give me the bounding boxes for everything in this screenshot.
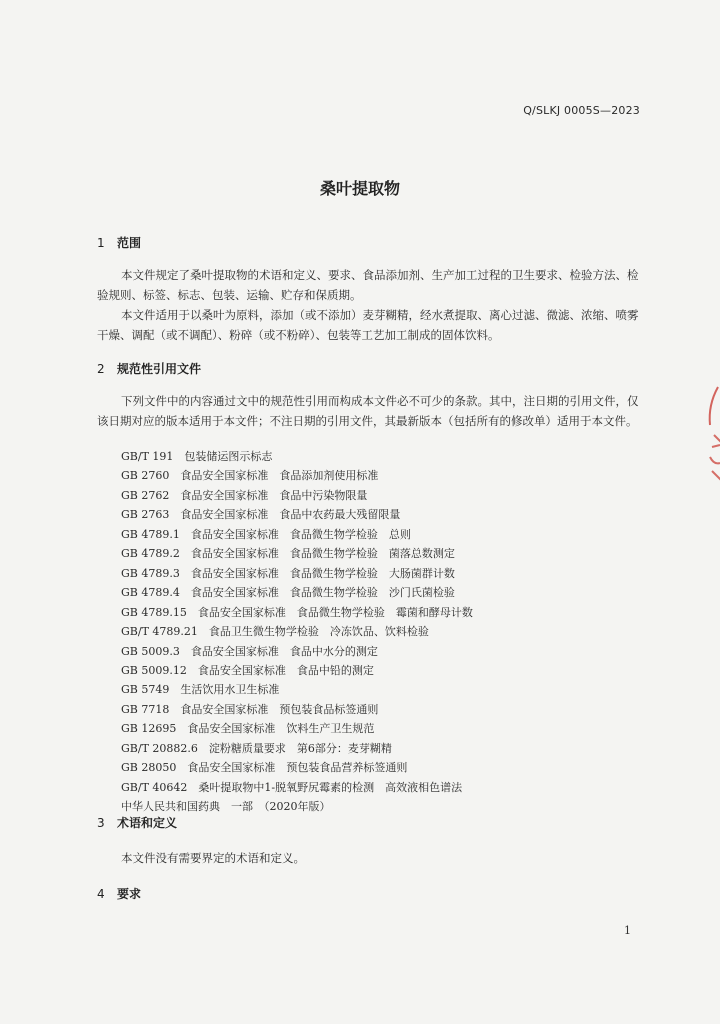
document-title: 桑叶提取物	[319, 179, 400, 198]
section-3-heading	[97, 814, 177, 831]
reference-item: GB/T 4789.21 食品卫生微生物学检验 冷冻饮品、饮料检验	[121, 625, 429, 639]
reference-item: GB/T 40642 桑叶提取物中1-脱氧野尻霉素的检测 高效液相色谱法	[121, 780, 463, 794]
reference-item: GB 5009.3 食品安全国家标准 食品中水分的测定	[121, 644, 378, 658]
standard-code: Q/SLKJ 0005S—2023	[523, 104, 640, 117]
reference-item: GB 4789.15 食品安全国家标准 食品微生物学检验 霉菌和酵母计数	[121, 605, 473, 619]
reference-item: GB/T 20882.6 淀粉糖质量要求 第6部分：麦芽糊精	[121, 741, 392, 755]
section-number: 1	[97, 236, 105, 250]
section-title: 术语和定义	[117, 816, 178, 830]
reference-item: GB 12695 食品安全国家标准 饮料生产卫生规范	[121, 722, 375, 736]
reference-item: GB 7718 食品安全国家标准 预包装食品标签通则	[121, 702, 379, 716]
reference-item: GB 2760 食品安全国家标准 食品添加剂使用标准	[121, 469, 379, 483]
reference-item: GB 4789.2 食品安全国家标准 食品微生物学检验 菌落总数测定	[121, 547, 455, 561]
section-title: 规范性引用文件	[117, 362, 202, 376]
reference-item: GB 28050 食品安全国家标准 预包装食品营养标签通则	[121, 761, 408, 775]
section-title: 范围	[117, 236, 142, 250]
reference-item: GB 5749 生活饮用水卫生标准	[121, 683, 280, 697]
reference-item: GB 2762 食品安全国家标准 食品中污染物限量	[121, 488, 368, 502]
reference-item: GB 4789.3 食品安全国家标准 食品微生物学检验 大肠菌群计数	[121, 566, 455, 580]
reference-item: GB/T 191 包装储运图示标志	[121, 450, 273, 463]
reference-item: GB 5009.12 食品安全国家标准 食品中铅的测定	[121, 663, 374, 677]
section-number: 4	[97, 887, 105, 901]
section-number: 2	[97, 362, 105, 376]
normative-intro: 下列文件中的内容通过文中的规范性引用而构成本文件必不可少的条款。其中，注日期的引用文件，仅该日期对应的版本适用于本文件；不注日期的引用文件，其最新版本（包括所有的修改单）适用于本文件。	[97, 394, 639, 428]
page-number: 1	[624, 924, 631, 937]
section-1-heading	[97, 234, 141, 251]
terms-paragraph: 本文件没有需要界定的术语和定义。	[121, 851, 305, 865]
reference-item: GB 4789.4 食品安全国家标准 食品微生物学检验 沙门氏菌检验	[121, 586, 455, 600]
reference-item: GB 4789.1 食品安全国家标准 食品微生物学检验 总则	[121, 527, 411, 541]
seal-fragment-icon	[700, 385, 720, 495]
section-2-heading	[97, 360, 201, 377]
section-4-heading	[97, 885, 141, 902]
section-number: 3	[97, 816, 105, 830]
reference-item: GB 2763 食品安全国家标准 食品中农药最大残留限量	[121, 508, 401, 522]
section-title: 要求	[117, 887, 142, 901]
reference-item: 中华人民共和国药典 一部 （2020年版）	[121, 800, 331, 814]
scope-paragraph-1: 本文件规定了桑叶提取物的术语和定义、要求、食品添加剂、生产加工过程的卫生要求、检验方法、检验规则、标签、标志、包装、运输、贮存和保质期。	[97, 268, 639, 302]
scope-paragraph-2: 本文件适用于以桑叶为原料，添加（或不添加）麦芽糊精，经水煮提取、离心过滤、微滤、浓缩、喷雾干燥、调配（或不调配）、粉碎（或不粉碎）、包装等工艺加工制成的固体饮料。	[97, 308, 639, 342]
reference-list	[121, 447, 473, 817]
